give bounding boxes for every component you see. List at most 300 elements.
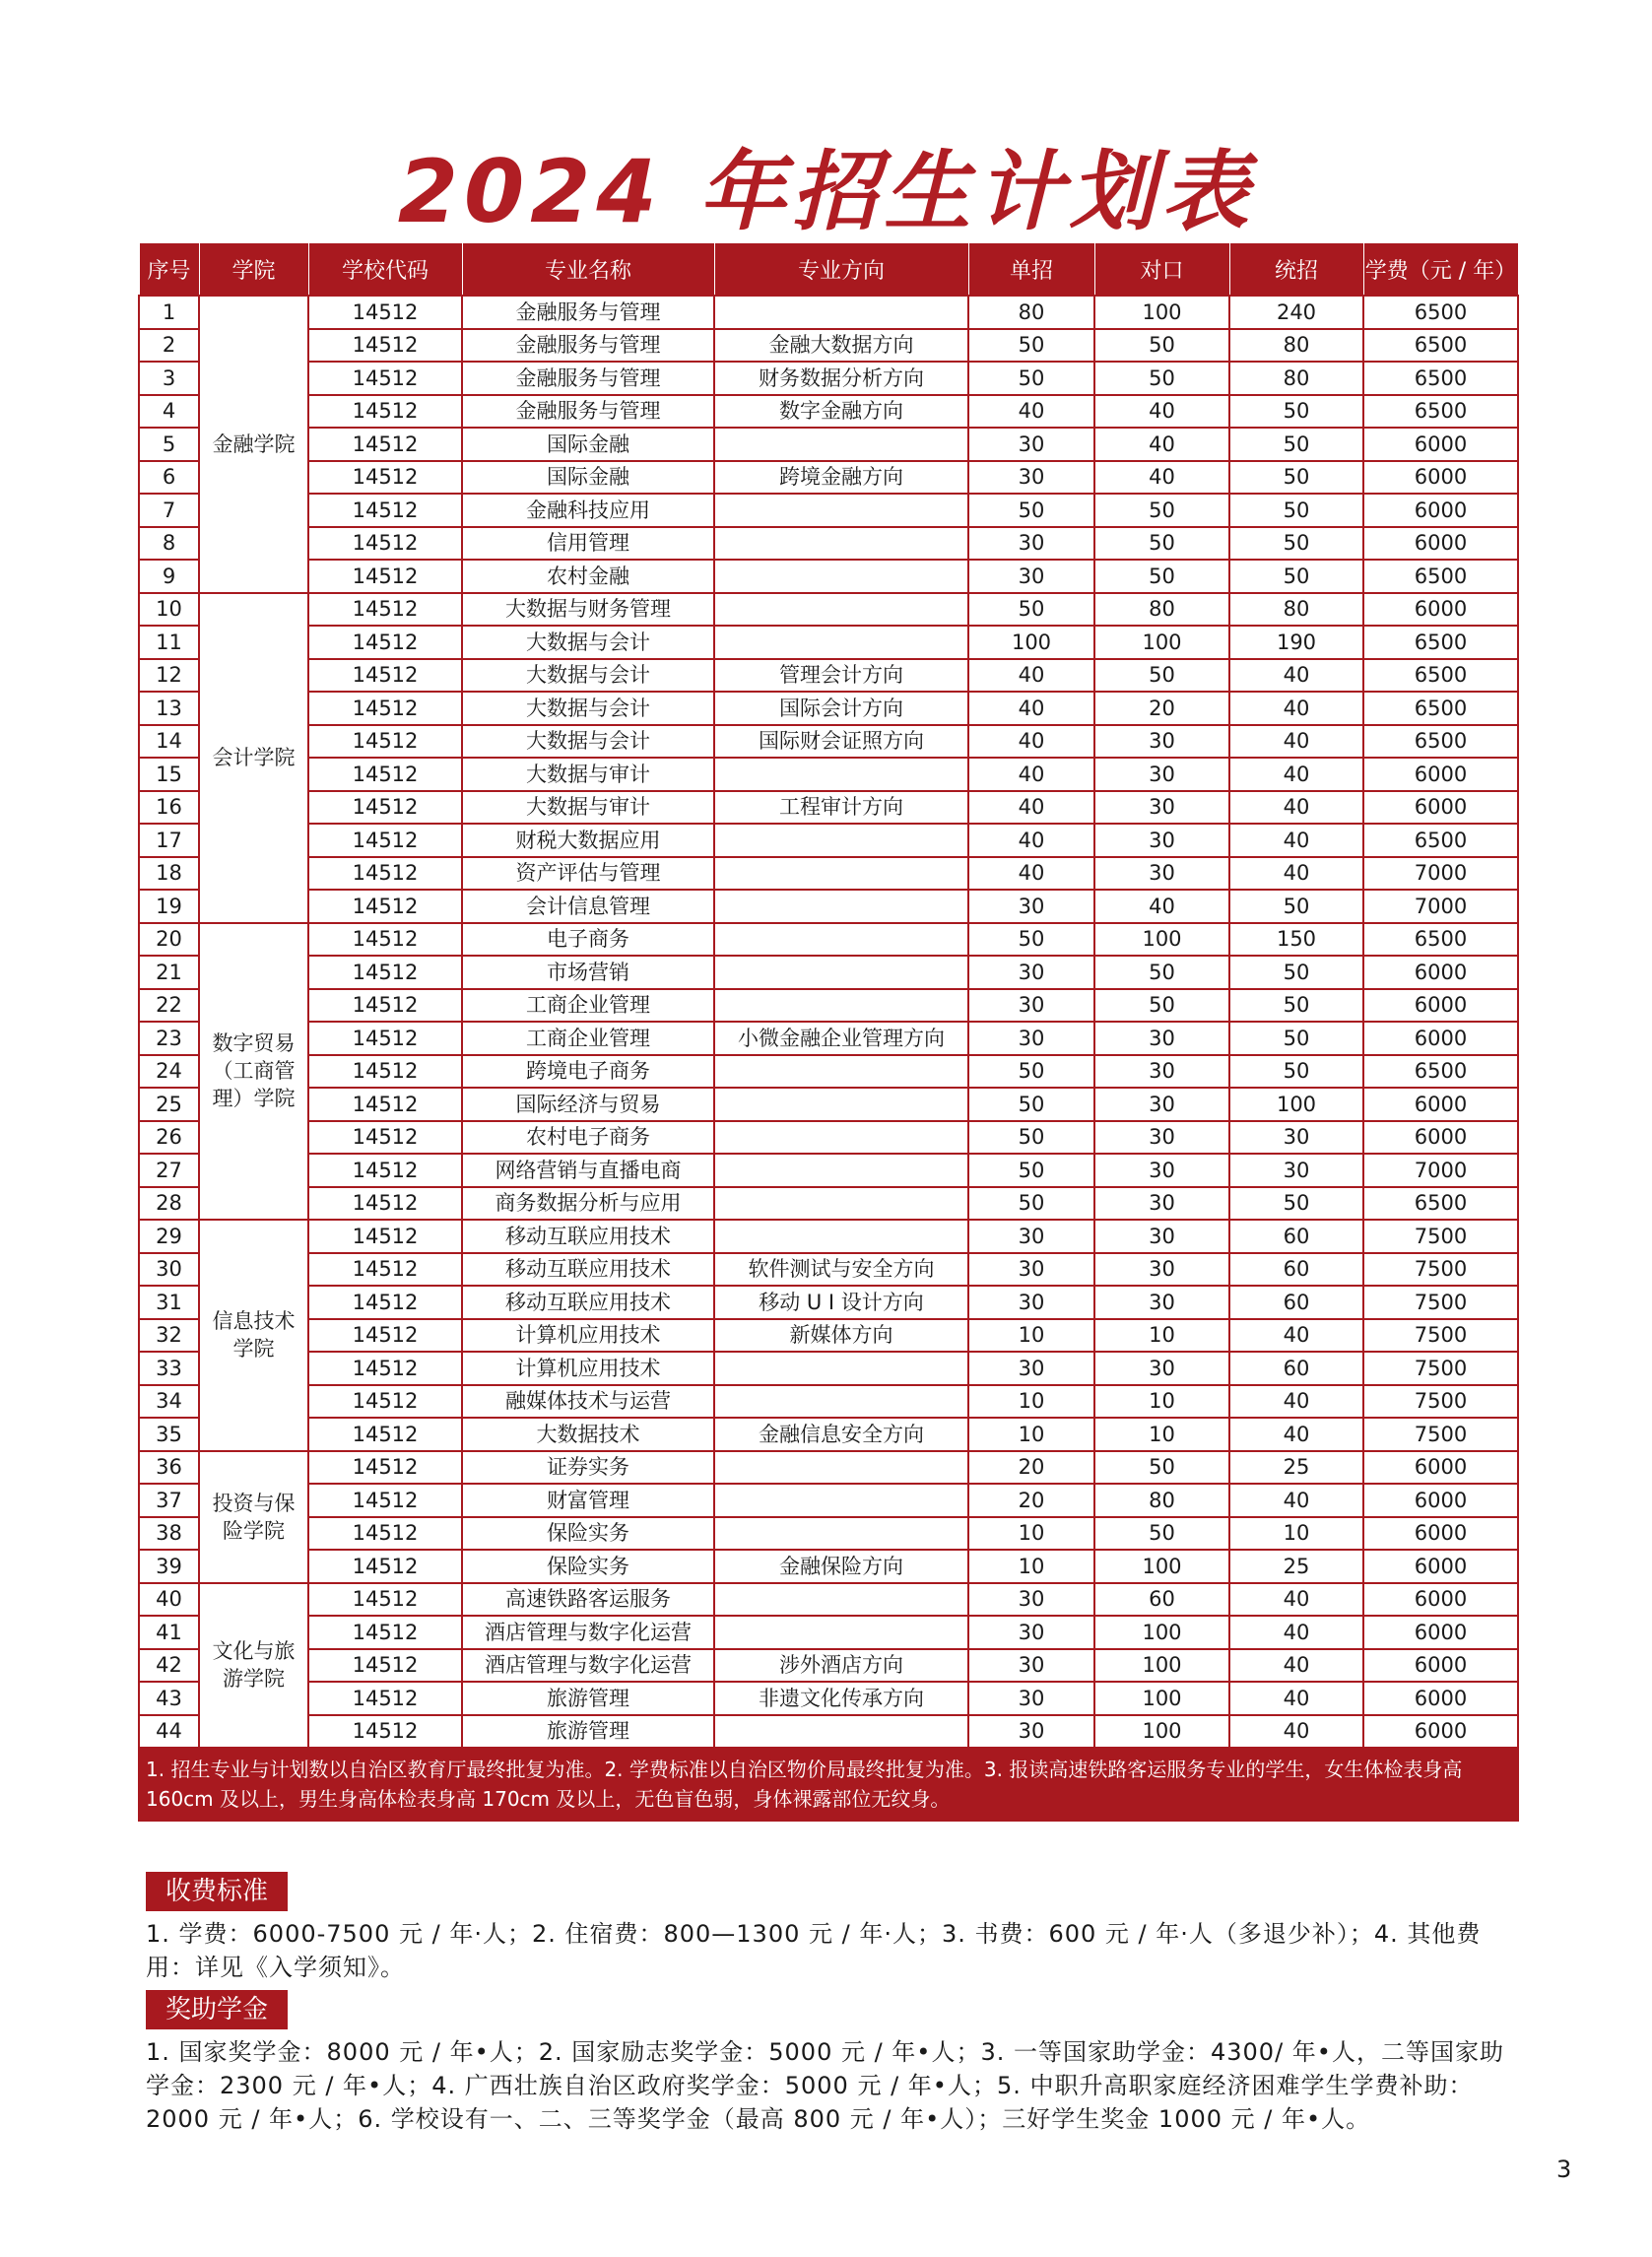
counterpart-cell: 80 (1094, 593, 1229, 627)
major-direction-cell (714, 1715, 968, 1749)
major-direction-cell (714, 626, 968, 659)
unified-cell: 60 (1229, 1220, 1363, 1253)
college-cell: 投资与保险学院 (199, 1451, 308, 1583)
tuition-cell: 7500 (1363, 1385, 1518, 1419)
counterpart-cell: 10 (1094, 1385, 1229, 1419)
school-code-cell: 14512 (308, 527, 462, 561)
row-number-cell: 31 (139, 1286, 199, 1319)
row-number-cell: 38 (139, 1517, 199, 1551)
major-name-cell: 财税大数据应用 (462, 824, 714, 857)
major-name-cell: 金融服务与管理 (462, 329, 714, 363)
fees-heading: 收费标准 (146, 1872, 288, 1911)
unified-cell: 80 (1229, 362, 1363, 395)
counterpart-cell: 30 (1094, 1022, 1229, 1055)
major-name-cell: 大数据与财务管理 (462, 593, 714, 627)
table-row (139, 791, 1518, 825)
table-row (139, 395, 1518, 429)
unified-cell: 50 (1229, 1022, 1363, 1055)
major-name-cell: 旅游管理 (462, 1715, 714, 1749)
row-number-cell: 24 (139, 1055, 199, 1089)
single-enroll-cell: 50 (968, 1121, 1094, 1155)
counterpart-cell: 100 (1094, 1649, 1229, 1683)
counterpart-cell: 30 (1094, 1121, 1229, 1155)
single-enroll-cell: 30 (968, 1253, 1094, 1287)
unified-cell: 50 (1229, 560, 1363, 593)
unified-cell: 40 (1229, 1319, 1363, 1353)
row-number-cell: 13 (139, 692, 199, 725)
single-enroll-cell: 50 (968, 362, 1094, 395)
column-header: 学费（元 / 年） (1363, 243, 1518, 297)
single-enroll-cell: 20 (968, 1484, 1094, 1517)
row-number-cell: 27 (139, 1154, 199, 1187)
table-row (139, 362, 1518, 395)
school-code-cell: 14512 (308, 626, 462, 659)
school-code-cell: 14512 (308, 956, 462, 989)
row-number-cell: 26 (139, 1121, 199, 1155)
single-enroll-cell: 40 (968, 395, 1094, 429)
table-row (139, 857, 1518, 891)
table-row (139, 1022, 1518, 1055)
table-row (139, 296, 1518, 329)
row-number-cell: 2 (139, 329, 199, 363)
single-enroll-cell: 40 (968, 758, 1094, 791)
major-direction-cell: 工程审计方向 (714, 791, 968, 825)
single-enroll-cell: 40 (968, 659, 1094, 693)
row-number-cell: 16 (139, 791, 199, 825)
column-header: 专业方向 (714, 243, 968, 297)
counterpart-cell: 100 (1094, 1715, 1229, 1749)
counterpart-cell: 30 (1094, 857, 1229, 891)
tuition-cell: 6500 (1363, 362, 1518, 395)
tuition-cell: 6000 (1363, 527, 1518, 561)
tuition-cell: 6500 (1363, 626, 1518, 659)
unified-cell: 50 (1229, 527, 1363, 561)
tuition-cell: 6500 (1363, 725, 1518, 759)
school-code-cell: 14512 (308, 1220, 462, 1253)
single-enroll-cell: 30 (968, 1022, 1094, 1055)
counterpart-cell: 40 (1094, 395, 1229, 429)
major-direction-cell (714, 1484, 968, 1517)
major-name-cell: 金融服务与管理 (462, 395, 714, 429)
single-enroll-cell: 100 (968, 626, 1094, 659)
single-enroll-cell: 30 (968, 1715, 1094, 1749)
row-number-cell: 19 (139, 890, 199, 923)
table-row (139, 1616, 1518, 1649)
school-code-cell: 14512 (308, 1649, 462, 1683)
major-name-cell: 移动互联应用技术 (462, 1220, 714, 1253)
single-enroll-cell: 10 (968, 1517, 1094, 1551)
unified-cell: 40 (1229, 1715, 1363, 1749)
table-row (139, 1550, 1518, 1583)
major-direction-cell: 金融信息安全方向 (714, 1418, 968, 1451)
school-code-cell: 14512 (308, 1319, 462, 1353)
major-name-cell: 大数据技术 (462, 1418, 714, 1451)
table-row (139, 1319, 1518, 1353)
table-row (139, 593, 1518, 627)
scholarships-text: 1. 国家奖学金：8000 元 / 年•人；2. 国家励志奖学金：5000 元 / 年•人；3. 一等国家助学金：4300/ 年•人，二等国家助学金：2300 元 / 年•人；4. 广西壮族自治区政府奖学金：5000 元 / 年•人；5. 中职升高职家庭经济困难学生学费补助：2000 元 / 年•人；6. 学校设有一、二、三等奖学金（最高 800 元 / 年•人）；三好学生奖金 1000 元 / 年•人。 (146, 2038, 1504, 2133)
tuition-cell: 6500 (1363, 659, 1518, 693)
table-row (139, 824, 1518, 857)
row-number-cell: 30 (139, 1253, 199, 1287)
major-direction-cell (714, 1583, 968, 1617)
counterpart-cell: 60 (1094, 1583, 1229, 1617)
table-row (139, 1055, 1518, 1089)
row-number-cell: 9 (139, 560, 199, 593)
major-name-cell: 计算机应用技术 (462, 1352, 714, 1385)
single-enroll-cell: 50 (968, 1088, 1094, 1121)
table-row (139, 1121, 1518, 1155)
table-row (139, 1418, 1518, 1451)
tuition-cell: 6000 (1363, 1484, 1518, 1517)
tuition-cell: 7500 (1363, 1253, 1518, 1287)
single-enroll-cell: 30 (968, 428, 1094, 461)
unified-cell: 50 (1229, 428, 1363, 461)
table-row (139, 428, 1518, 461)
tuition-cell: 6000 (1363, 494, 1518, 527)
major-direction-cell (714, 923, 968, 957)
tuition-cell: 7000 (1363, 1154, 1518, 1187)
row-number-cell: 28 (139, 1187, 199, 1221)
counterpart-cell: 50 (1094, 329, 1229, 363)
table-row (139, 989, 1518, 1023)
school-code-cell: 14512 (308, 329, 462, 363)
school-code-cell: 14512 (308, 923, 462, 957)
major-direction-cell (714, 1121, 968, 1155)
school-code-cell: 14512 (308, 1418, 462, 1451)
table-row (139, 1187, 1518, 1221)
unified-cell: 40 (1229, 1418, 1363, 1451)
row-number-cell: 12 (139, 659, 199, 693)
scholarships-heading: 奖助学金 (146, 1990, 288, 2029)
tuition-cell: 6500 (1363, 1055, 1518, 1089)
unified-cell: 80 (1229, 593, 1363, 627)
row-number-cell: 6 (139, 461, 199, 495)
tuition-cell: 6000 (1363, 1088, 1518, 1121)
school-code-cell: 14512 (308, 461, 462, 495)
unified-cell: 50 (1229, 890, 1363, 923)
major-name-cell: 大数据与会计 (462, 659, 714, 693)
counterpart-cell: 50 (1094, 1451, 1229, 1485)
major-direction-cell: 财务数据分析方向 (714, 362, 968, 395)
major-name-cell: 商务数据分析与应用 (462, 1187, 714, 1221)
major-direction-cell (714, 296, 968, 329)
tuition-cell: 7500 (1363, 1319, 1518, 1353)
counterpart-cell: 50 (1094, 956, 1229, 989)
single-enroll-cell: 40 (968, 692, 1094, 725)
single-enroll-cell: 20 (968, 1451, 1094, 1485)
major-name-cell: 国际经济与贸易 (462, 1088, 714, 1121)
single-enroll-cell: 30 (968, 1286, 1094, 1319)
unified-cell: 100 (1229, 1088, 1363, 1121)
tuition-cell: 7000 (1363, 890, 1518, 923)
tuition-cell: 7000 (1363, 857, 1518, 891)
unified-cell: 50 (1229, 494, 1363, 527)
tuition-cell: 6000 (1363, 1121, 1518, 1155)
school-code-cell: 14512 (308, 1385, 462, 1419)
table-row (139, 1715, 1518, 1749)
major-name-cell: 证券实务 (462, 1451, 714, 1485)
counterpart-cell: 30 (1094, 1088, 1229, 1121)
unified-cell: 40 (1229, 1583, 1363, 1617)
major-name-cell: 旅游管理 (462, 1682, 714, 1715)
school-code-cell: 14512 (308, 1550, 462, 1583)
single-enroll-cell: 10 (968, 1550, 1094, 1583)
single-enroll-cell: 50 (968, 494, 1094, 527)
unified-cell: 240 (1229, 296, 1363, 329)
school-code-cell: 14512 (308, 1088, 462, 1121)
table-row (139, 1286, 1518, 1319)
tuition-cell: 6000 (1363, 461, 1518, 495)
table-row (139, 461, 1518, 495)
unified-cell: 190 (1229, 626, 1363, 659)
table-row (139, 1517, 1518, 1551)
unified-cell: 40 (1229, 659, 1363, 693)
row-number-cell: 35 (139, 1418, 199, 1451)
major-direction-cell (714, 956, 968, 989)
unified-cell: 40 (1229, 824, 1363, 857)
table-row (139, 1484, 1518, 1517)
counterpart-cell: 80 (1094, 1484, 1229, 1517)
counterpart-cell: 100 (1094, 923, 1229, 957)
unified-cell: 50 (1229, 461, 1363, 495)
row-number-cell: 20 (139, 923, 199, 957)
unified-cell: 50 (1229, 395, 1363, 429)
major-name-cell: 大数据与审计 (462, 791, 714, 825)
table-row (139, 1649, 1518, 1683)
column-header: 单招 (968, 243, 1094, 297)
table-row (139, 1088, 1518, 1121)
row-number-cell: 40 (139, 1583, 199, 1617)
major-direction-cell: 国际会计方向 (714, 692, 968, 725)
major-direction-cell (714, 1385, 968, 1419)
school-code-cell: 14512 (308, 428, 462, 461)
counterpart-cell: 100 (1094, 1682, 1229, 1715)
counterpart-cell: 100 (1094, 1616, 1229, 1649)
major-direction-cell: 小微金融企业管理方向 (714, 1022, 968, 1055)
single-enroll-cell: 30 (968, 1649, 1094, 1683)
counterpart-cell: 30 (1094, 1286, 1229, 1319)
table-row (139, 527, 1518, 561)
row-number-cell: 21 (139, 956, 199, 989)
table-row (139, 329, 1518, 363)
school-code-cell: 14512 (308, 659, 462, 693)
row-number-cell: 33 (139, 1352, 199, 1385)
table-row (139, 890, 1518, 923)
major-name-cell: 大数据与会计 (462, 725, 714, 759)
major-direction-cell (714, 1055, 968, 1089)
row-number-cell: 8 (139, 527, 199, 561)
tuition-cell: 7500 (1363, 1418, 1518, 1451)
tuition-cell: 6000 (1363, 791, 1518, 825)
tuition-cell: 6500 (1363, 824, 1518, 857)
table-row (139, 1352, 1518, 1385)
major-name-cell: 大数据与会计 (462, 626, 714, 659)
counterpart-cell: 100 (1094, 1550, 1229, 1583)
unified-cell: 40 (1229, 1682, 1363, 1715)
school-code-cell: 14512 (308, 1682, 462, 1715)
major-name-cell: 移动互联应用技术 (462, 1286, 714, 1319)
single-enroll-cell: 50 (968, 1055, 1094, 1089)
tuition-cell: 7500 (1363, 1352, 1518, 1385)
row-number-cell: 36 (139, 1451, 199, 1485)
major-name-cell: 会计信息管理 (462, 890, 714, 923)
school-code-cell: 14512 (308, 296, 462, 329)
school-code-cell: 14512 (308, 1022, 462, 1055)
single-enroll-cell: 30 (968, 956, 1094, 989)
table-row (139, 1220, 1518, 1253)
school-code-cell: 14512 (308, 395, 462, 429)
unified-cell: 60 (1229, 1253, 1363, 1287)
row-number-cell: 22 (139, 989, 199, 1023)
major-direction-cell: 数字金融方向 (714, 395, 968, 429)
unified-cell: 30 (1229, 1154, 1363, 1187)
major-name-cell: 酒店管理与数字化运营 (462, 1616, 714, 1649)
page-title: 2024 年招生计划表 (397, 141, 1255, 242)
table-row (139, 956, 1518, 989)
major-name-cell: 保险实务 (462, 1550, 714, 1583)
counterpart-cell: 10 (1094, 1319, 1229, 1353)
school-code-cell: 14512 (308, 1616, 462, 1649)
unified-cell: 40 (1229, 1649, 1363, 1683)
row-number-cell: 4 (139, 395, 199, 429)
school-code-cell: 14512 (308, 593, 462, 627)
major-direction-cell: 软件测试与安全方向 (714, 1253, 968, 1287)
school-code-cell: 14512 (308, 791, 462, 825)
single-enroll-cell: 30 (968, 989, 1094, 1023)
tuition-cell: 6000 (1363, 1583, 1518, 1617)
major-name-cell: 农村电子商务 (462, 1121, 714, 1155)
row-number-cell: 25 (139, 1088, 199, 1121)
major-name-cell: 计算机应用技术 (462, 1319, 714, 1353)
single-enroll-cell: 30 (968, 560, 1094, 593)
school-code-cell: 14512 (308, 1484, 462, 1517)
major-name-cell: 信用管理 (462, 527, 714, 561)
major-direction-cell (714, 1451, 968, 1485)
counterpart-cell: 30 (1094, 1055, 1229, 1089)
school-code-cell: 14512 (308, 1154, 462, 1187)
row-number-cell: 1 (139, 296, 199, 329)
table-row (139, 758, 1518, 791)
major-name-cell: 大数据与审计 (462, 758, 714, 791)
table-note: 1. 招生专业与计划数以自治区教育厅最终批复为准。2. 学费标准以自治区物价局最终批复为准。3. 报读高速铁路客运服务专业的学生，女生体检表身高 160cm 及以上，男生身高体检表身高 170cm 及以上，无色盲色弱，身体裸露部位无纹身。 (139, 1748, 1518, 1821)
table-row (139, 659, 1518, 693)
school-code-cell: 14512 (308, 1121, 462, 1155)
major-direction-cell (714, 1088, 968, 1121)
school-code-cell: 14512 (308, 1352, 462, 1385)
row-number-cell: 32 (139, 1319, 199, 1353)
single-enroll-cell: 30 (968, 527, 1094, 561)
school-code-cell: 14512 (308, 824, 462, 857)
tuition-cell: 6500 (1363, 296, 1518, 329)
major-direction-cell (714, 1517, 968, 1551)
college-cell: 信息技术学院 (199, 1220, 308, 1451)
unified-cell: 40 (1229, 1484, 1363, 1517)
tuition-cell: 6000 (1363, 989, 1518, 1023)
unified-cell: 150 (1229, 923, 1363, 957)
school-code-cell: 14512 (308, 758, 462, 791)
school-code-cell: 14512 (308, 1517, 462, 1551)
row-number-cell: 11 (139, 626, 199, 659)
single-enroll-cell: 50 (968, 923, 1094, 957)
fees-text: 1. 学费：6000-7500 元 / 年·人；2. 住宿费：800—1300 元 / 年·人；3. 书费：600 元 / 年·人（多退少补）；4. 其他费用：详见《入学须知》。 (146, 1920, 1482, 1981)
tuition-cell: 6500 (1363, 692, 1518, 725)
school-code-cell: 14512 (308, 1286, 462, 1319)
major-direction-cell: 新媒体方向 (714, 1319, 968, 1353)
row-number-cell: 10 (139, 593, 199, 627)
major-name-cell: 金融服务与管理 (462, 296, 714, 329)
major-name-cell: 跨境电子商务 (462, 1055, 714, 1089)
major-name-cell: 高速铁路客运服务 (462, 1583, 714, 1617)
single-enroll-cell: 50 (968, 1187, 1094, 1221)
school-code-cell: 14512 (308, 692, 462, 725)
table-row (139, 626, 1518, 659)
major-name-cell: 市场营销 (462, 956, 714, 989)
school-code-cell: 14512 (308, 1187, 462, 1221)
major-direction-cell: 金融大数据方向 (714, 329, 968, 363)
college-cell: 数字贸易（工商管理）学院 (199, 923, 308, 1221)
counterpart-cell: 50 (1094, 1517, 1229, 1551)
row-number-cell: 18 (139, 857, 199, 891)
unified-cell: 10 (1229, 1517, 1363, 1551)
table-row (139, 1451, 1518, 1485)
row-number-cell: 7 (139, 494, 199, 527)
table-row (139, 1154, 1518, 1187)
major-name-cell: 大数据与会计 (462, 692, 714, 725)
unified-cell: 40 (1229, 1385, 1363, 1419)
single-enroll-cell: 50 (968, 1154, 1094, 1187)
unified-cell: 50 (1229, 1055, 1363, 1089)
major-direction-cell (714, 857, 968, 891)
counterpart-cell: 30 (1094, 791, 1229, 825)
counterpart-cell: 30 (1094, 758, 1229, 791)
column-header: 学校代码 (308, 243, 462, 297)
counterpart-cell: 30 (1094, 824, 1229, 857)
school-code-cell: 14512 (308, 560, 462, 593)
major-direction-cell (714, 890, 968, 923)
single-enroll-cell: 40 (968, 824, 1094, 857)
tuition-cell: 6000 (1363, 758, 1518, 791)
row-number-cell: 15 (139, 758, 199, 791)
unified-cell: 40 (1229, 857, 1363, 891)
column-header: 专业名称 (462, 243, 714, 297)
counterpart-cell: 40 (1094, 890, 1229, 923)
row-number-cell: 29 (139, 1220, 199, 1253)
counterpart-cell: 50 (1094, 560, 1229, 593)
unified-cell: 40 (1229, 1616, 1363, 1649)
table-row (139, 1583, 1518, 1617)
major-name-cell: 财富管理 (462, 1484, 714, 1517)
major-name-cell: 保险实务 (462, 1517, 714, 1551)
major-direction-cell (714, 1616, 968, 1649)
table-header-row (139, 243, 1518, 297)
row-number-cell: 41 (139, 1616, 199, 1649)
tuition-cell: 6000 (1363, 428, 1518, 461)
single-enroll-cell: 30 (968, 1616, 1094, 1649)
tuition-cell: 6500 (1363, 560, 1518, 593)
row-number-cell: 34 (139, 1385, 199, 1419)
major-direction-cell: 非遗文化传承方向 (714, 1682, 968, 1715)
column-header: 学院 (199, 243, 308, 297)
single-enroll-cell: 30 (968, 461, 1094, 495)
major-direction-cell (714, 989, 968, 1023)
single-enroll-cell: 30 (968, 1682, 1094, 1715)
counterpart-cell: 30 (1094, 1154, 1229, 1187)
unified-cell: 80 (1229, 329, 1363, 363)
counterpart-cell: 10 (1094, 1418, 1229, 1451)
school-code-cell: 14512 (308, 1055, 462, 1089)
major-direction-cell (714, 527, 968, 561)
single-enroll-cell: 40 (968, 725, 1094, 759)
